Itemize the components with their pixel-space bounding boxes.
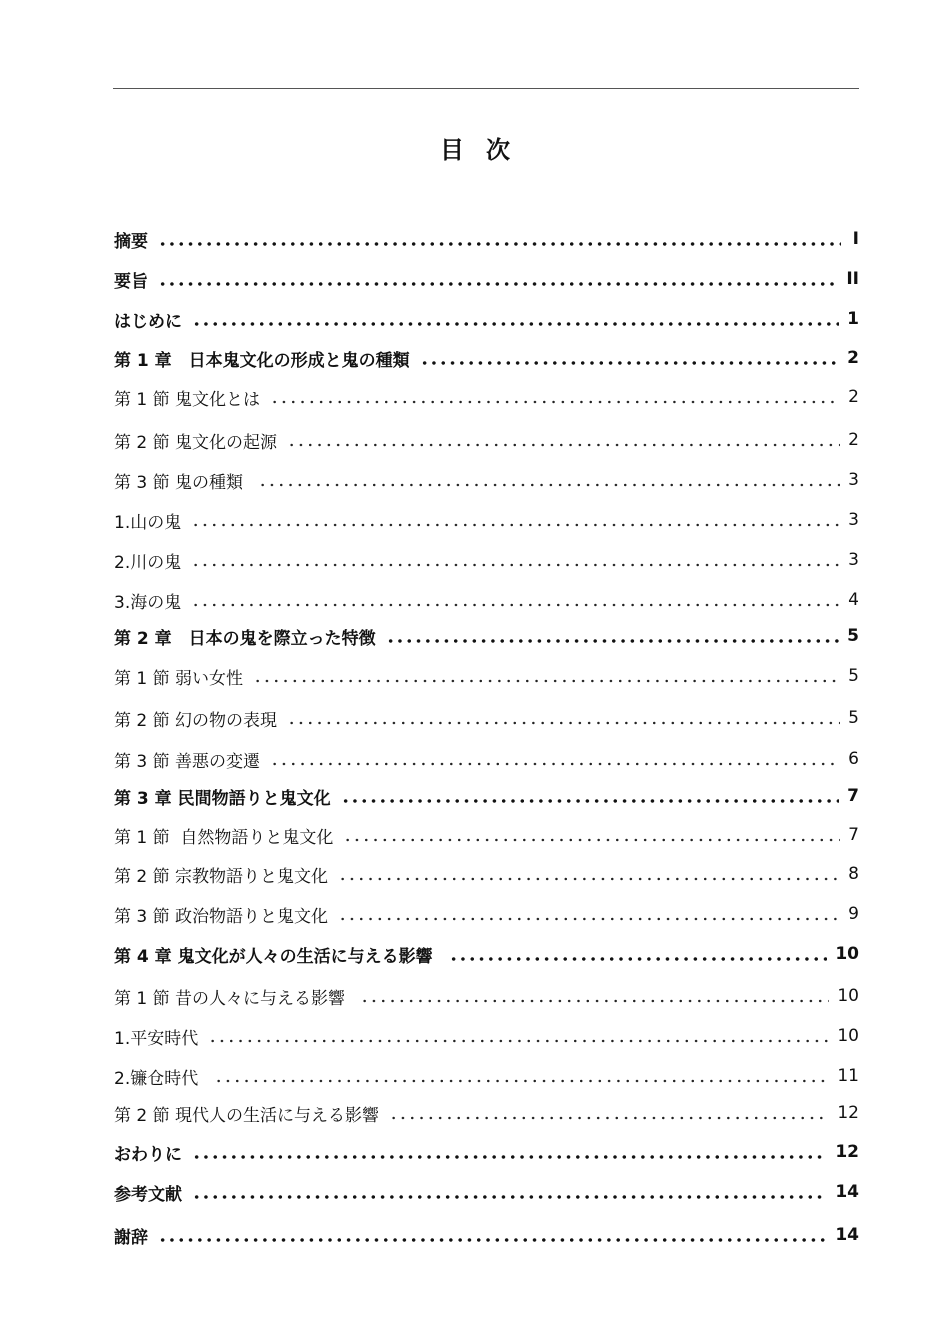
dot-leader	[192, 1155, 827, 1159]
dot-leader	[192, 1195, 827, 1199]
toc-section[interactable]	[114, 862, 859, 886]
dot-leader	[270, 400, 840, 404]
toc-entry-label: 参考文献	[114, 1184, 182, 1205]
toc-entry-label: 第 2 節 宗教物語りと鬼文化	[114, 866, 329, 887]
toc-entry-label: 2.川の鬼	[114, 552, 182, 573]
dot-leader	[287, 721, 840, 725]
toc-entry-page: 6	[848, 749, 859, 769]
toc-entry-page: 5	[848, 708, 859, 728]
toc-chapter[interactable]	[114, 346, 859, 370]
toc-entry-label: 謝辞	[114, 1227, 148, 1248]
toc-entry[interactable]	[114, 1223, 859, 1247]
toc-entry-label: 1.平安時代	[114, 1028, 199, 1049]
toc-section[interactable]	[114, 428, 859, 452]
dot-leader	[386, 639, 839, 643]
toc-entry-label: 第 1 節 自然物語りと鬼文化	[114, 827, 334, 848]
header-rule	[113, 88, 859, 89]
toc-entry-label: 第 1 節 昔の人々に与える影響	[114, 988, 351, 1009]
dot-leader	[258, 483, 840, 487]
toc-section[interactable]	[114, 664, 859, 688]
toc-entry-page: 7	[848, 825, 859, 845]
toc-chapter[interactable]	[114, 624, 859, 648]
toc-entry-label: 第 2 節 幻の物の表現	[114, 710, 278, 731]
toc-entry-page: 2	[847, 348, 859, 368]
toc-entry-label: 第 3 節 政治物語りと鬼文化	[114, 906, 329, 927]
dot-leader	[158, 242, 841, 246]
toc-entry-page: 3	[848, 550, 859, 570]
toc-entry-page: 3	[848, 470, 859, 490]
toc-entry-page: 2	[848, 430, 859, 450]
toc-entry-page: 12	[837, 1103, 859, 1123]
toc-entry-label: 第 2 章 日本の鬼を際立った特徴	[114, 628, 376, 649]
dot-leader	[191, 603, 840, 607]
toc-subsection[interactable]	[114, 508, 859, 532]
toc-section[interactable]	[114, 823, 859, 847]
dot-leader	[192, 322, 839, 326]
toc-entry-page: 14	[835, 1182, 859, 1202]
toc-entry-page: 4	[848, 590, 859, 610]
toc-entry-page: 1	[847, 309, 859, 329]
dot-leader	[191, 523, 840, 527]
dot-leader	[208, 1039, 829, 1043]
dot-leader	[343, 838, 840, 842]
toc-entry-label: 第 2 節 現代人の生活に与える影響	[114, 1105, 380, 1126]
toc-entry-page: 8	[848, 864, 859, 884]
toc-section[interactable]	[114, 468, 859, 492]
toc-entry-label: 第 3 節 鬼の種類	[114, 472, 249, 493]
dot-leader	[158, 1238, 827, 1242]
toc-subsection[interactable]	[114, 1024, 859, 1048]
dot-leader	[270, 762, 840, 766]
toc-entry-page: 2	[848, 387, 859, 407]
toc-entry-label: 第 1 章 日本鬼文化の形成と鬼の種類	[114, 350, 410, 371]
dot-leader	[158, 282, 838, 286]
dot-leader	[389, 1116, 829, 1120]
toc-entry-label: 第 1 節 鬼文化とは	[114, 389, 261, 410]
toc-entry-label: 摘要	[114, 231, 148, 252]
toc-section[interactable]	[114, 1101, 859, 1125]
dot-leader	[338, 917, 840, 921]
dot-leader	[214, 1079, 830, 1083]
toc-section[interactable]	[114, 385, 859, 409]
dot-leader	[253, 679, 840, 683]
toc-entry-page: 10	[835, 944, 859, 964]
toc-entry-label: 第 3 章 民間物語りと鬼文化	[114, 788, 331, 809]
toc-entry[interactable]	[114, 1180, 859, 1204]
toc-entry[interactable]	[114, 227, 859, 251]
toc-entry-page: I	[852, 229, 859, 249]
toc-subsection[interactable]	[114, 1064, 859, 1088]
toc-section[interactable]	[114, 902, 859, 926]
toc-chapter[interactable]	[114, 784, 859, 808]
toc-entry-label: 第 1 節 弱い女性	[114, 668, 244, 689]
toc-section[interactable]	[114, 984, 859, 1008]
toc-entry-label: 2.镰仓時代	[114, 1068, 204, 1089]
toc-entry-label: 3.海の鬼	[114, 592, 182, 613]
dot-leader	[191, 563, 840, 567]
toc-subsection[interactable]	[114, 588, 859, 612]
toc-section[interactable]	[114, 747, 859, 771]
toc-entry-page: II	[846, 269, 859, 289]
toc-entry-page: 14	[835, 1225, 859, 1245]
dot-leader	[449, 957, 828, 961]
toc-entry[interactable]	[114, 267, 859, 291]
toc-chapter[interactable]	[114, 942, 859, 966]
toc-title: 目次	[440, 136, 532, 164]
toc-entry-page: 10	[837, 986, 859, 1006]
toc-entry-label: 1.山の鬼	[114, 512, 182, 533]
dot-leader	[338, 877, 840, 881]
toc-entry-page: 7	[847, 786, 859, 806]
toc-entry-page: 10	[837, 1026, 859, 1046]
toc-entry-label: はじめに	[114, 311, 182, 332]
toc-entry-label: 第 2 節 鬼文化の起源	[114, 432, 278, 453]
toc-entry-label: おわりに	[114, 1144, 182, 1165]
dot-leader	[360, 999, 829, 1003]
toc-entry-label: 第 4 章 鬼文化が人々の生活に与える影響	[114, 946, 439, 967]
toc-entry-page: 3	[848, 510, 859, 530]
toc-entry[interactable]	[114, 307, 859, 331]
toc-entry-page: 5	[847, 626, 859, 646]
toc-section[interactable]	[114, 706, 859, 730]
dot-leader	[420, 361, 839, 365]
dot-leader	[341, 799, 840, 803]
toc-entry-page: 12	[835, 1142, 859, 1162]
toc-entry-page: 9	[848, 904, 859, 924]
toc-entry-label: 要旨	[114, 271, 148, 292]
dot-leader	[287, 443, 840, 447]
toc-entry[interactable]	[114, 1140, 859, 1164]
toc-subsection[interactable]	[114, 548, 859, 572]
toc-entry-page: 5	[848, 666, 859, 686]
toc-entry-page: 11	[837, 1066, 859, 1086]
toc-entry-label: 第 3 節 善悪の変遷	[114, 751, 261, 772]
